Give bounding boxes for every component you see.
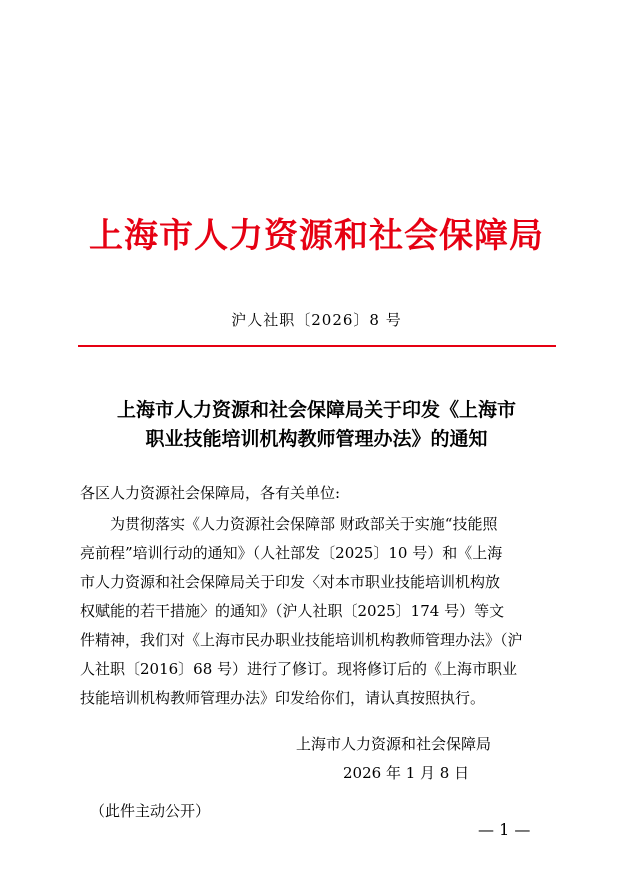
disclosure-notice: （此件主动公开） [90, 802, 211, 820]
document-number: 沪人社职〔2026〕8 号 [231, 311, 402, 329]
red-separator-rule [78, 345, 556, 347]
body-line: 技能培训机构教师管理办法》印发给你们，请认真按照执行。 [80, 689, 486, 707]
signature-date: 2026 年 1 月 8 日 [343, 764, 470, 782]
body-line: 为贯彻落实《人力资源社会保障部 财政部关于实施“技能照 [80, 515, 498, 533]
salutation: 各区人力资源社会保障局，各有关单位: [80, 484, 341, 502]
issuer-red-header: 上海市人力资源和社会保障局 [89, 216, 544, 256]
title-line: 职业技能培训机构教师管理办法》的通知 [145, 428, 488, 450]
signature-organization: 上海市人力资源和社会保障局 [296, 735, 492, 753]
body-line: 权赋能的若干措施〉的通知》（沪人社职〔2025〕174 号）等文 [80, 602, 505, 620]
body-line: 人社职〔2016〕68 号）进行了修订。现将修订后的《上海市职业 [80, 660, 518, 678]
body-paragraph [80, 510, 554, 713]
page-number: — 1 — [478, 820, 531, 839]
body-line: 件精神，我们对《上海市民办职业技能培训机构教师管理办法》（沪 [80, 631, 523, 649]
title-line: 上海市人力资源和社会保障局关于印发《上海市 [116, 399, 516, 421]
document-title [60, 396, 573, 454]
body-line: 市人力资源和社会保障局关于印发〈对本市职业技能培训机构放 [80, 573, 501, 591]
body-line: 亮前程”培训行动的通知》（人社部发〔2025〕10 号）和《上海 [80, 544, 503, 562]
